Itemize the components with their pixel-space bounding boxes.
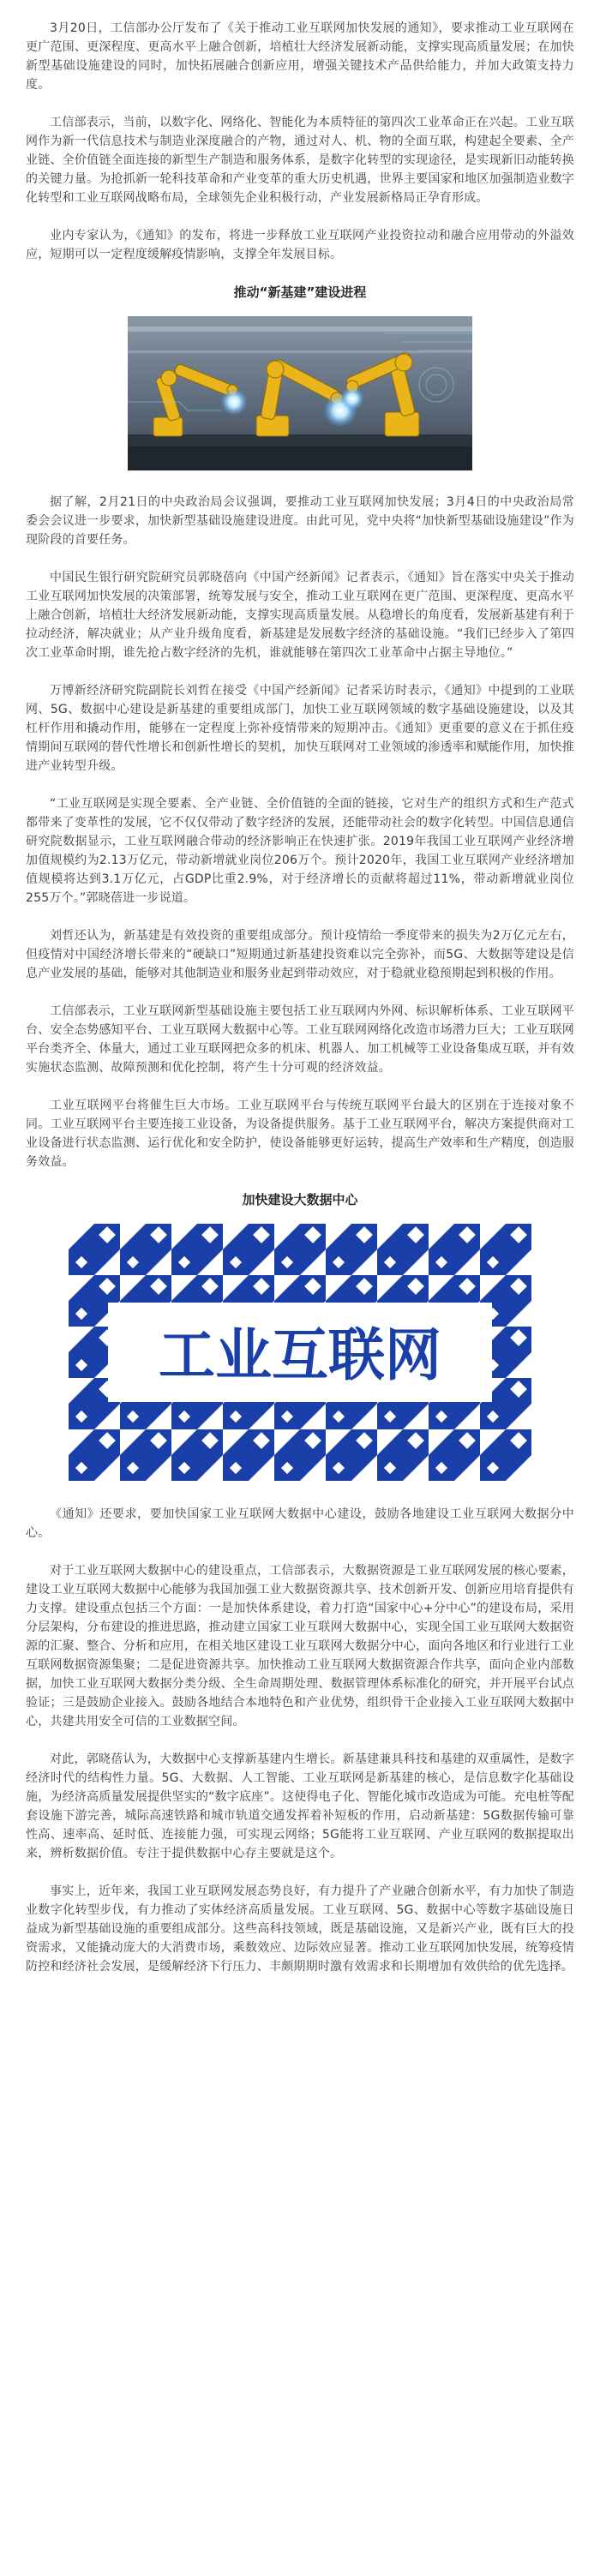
industrial-robots-image [128,316,472,470]
intro-paragraph: 3月20日，工信部办公厅发布了《关于推动工业互联网加快发展的通知》，要求推动工业互联网在更广范围、更深程度、更高水平上融合创新，培植壮大经济发展新动能，支撑实现高质量发展；在加快新型基础设施建设的同时，加快拓展融合创新应用，增强关键技术产品供给能力，并加大政策支持力度。 [26,21,574,92]
section1-paragraph: 工信部表示，工业互联网新型基础设施主要包括工业互联网内外网、标识解析体系、工业互联网平台、安全态势感知平台、工业互联网大数据中心等。工业互联网网络化改造市场潜力巨大；工业互联网平台类齐全、体量大，通过工业互联网把众多的机床、机器人、加工机械等工业设备集成互联，并有效实施状态监测、故障预测和优化控制，将产生十分可观的经济效益。 [26,1004,574,1075]
section1-paragraph: 万博新经济研究院副院长刘哲在接受《中国产经新闻》记者采访时表示，《通知》中提到的工业联网、5G、数据中心建设是新基建的重要组成部门，加快工业互联网领域的数字基础设施建设，以及其杠杆作用和撬动作用，能够在一定程度上弥补疫情带来的短期冲击。《通知》更重要的意义在于抓住疫情期间互联网的替代性增长和创新性增长的契机，加快互联网对工业领域的渗透率和赋能作用，加快推进产业转型升级。 [26,684,574,773]
section2-paragraph: 对于工业互联网大数据中心的建设重点，工信部表示，大数据资源是工业互联网发展的核心要素，建设工业互联网大数据中心能够为我国加强工业大数据资源共享、技术创新开发、创新应用培育提供有力支撑。建设重点包括三个方面：一是加快体系建设，着力打造“国家中心+分中心”的建设布局，采用分层架构，分布建设的推进思路，推动建立国家工业互联网大数据中心，实现全国工业互联网大数据资源的汇聚、整合、分析和应用，在相关地区建设工业互联网大数据分中心，面向各地区和行业进行工业互联网数据资源集聚；二是促进资源共享。加快推动工业互联网大数据资源合作共享，面向企业内部数据，加快工业互联网大数据分类分级、全生命周期处理、数据管理体系标准化的研究，并开展平台试点验证；三是鼓励企业接入。鼓励各地结合本地特色和产业优势，组织骨干企业接入工业互联网大数据中心，共建共用安全可信的工业数据空间。 [26,1564,574,1728]
intro-paragraph: 业内专家认为，《通知》的发布，将进一步释放工业互联网产业投资拉动和融合应用带动的外溢效应，短期可以一定程度缓解疫情影响，支撑全年发展目标。 [26,229,574,261]
industrial-internet-banner-image [69,1224,531,1481]
section1-paragraph: 刘哲还认为，新基建是有效投资的重要组成部分。预计疫情给一季度带来的损失为2万亿元左右，但疫情对中国经济增长带来的“硬缺口”短期通过新基建投资难以完全弥补，而5G、大数据等建设是信息产业发展的基础，能够对其他制造业和服务业起到带动效应，对于稳就业稳预期起到积极的作用。 [26,929,574,980]
section1-paragraph: “工业互联网是实现全要素、全产业链、全价值链的全面的链接，它对生产的组织方式和生产范式都带来了变革性的发展，它不仅仅带动了数字经济的发展，还能带动社会的数字化转型。中国信息通信研究院数据显示，工业互联网融合带动的经济影响正在快速扩张。2019年我国工业互联网产业经济增加值规模约为2.13万亿元，带动新增就业岗位206万个。预计2020年，我国工业互联网产业经济增加值规模将达到3.1万亿元，占GDP比重2.9%，对于经济增长的贡献将超过11%，带动新增就业岗位255万个。”郭晓蓓进一步说道。 [26,797,574,905]
intro-paragraph: 工信部表示，当前，以数字化、网络化、智能化为本质特征的第四次工业革命正在兴起。工业互联网作为新一代信息技术与制造业深度融合的产物，通过对人、机、物的全面互联，构建起全要素、全产业链、全价值链全面连接的新型生产制造和服务体系，是数字化转型的实现途径，是实现新旧动能转换的关键力量。为抢抓新一轮科技革命和产业变革的重大历史机遇，世界主要国家和地区加强制造业数字化转型和工业互联网战略布局，全球领先企业积极行动，产业发展新格局正孕育形成。 [26,116,574,205]
section2-paragraph: 对此，郭晓蓓认为，大数据中心支撑新基建内生增长。新基建兼具科技和基建的双重属性，是数字经济时代的结构性力量。5G、大数据、人工智能、工业互联网是新基建的核心，是信息数字化基础设施，为经济高质量发展提供坚实的“数字底座”。这使得电子化、智能化城市改造成为可能。充电桩等配套设施下游完善，城际高速铁路和城市轨道交通发挥着补短板的作用，启动新基建：5G数据传输可靠性高、速率高、延时低、连接能力强，可实现云网络；5G能将工业互联网、产业互联网的数据提取出来，辨析数据价值。专注于提供数据中心存主要就是这个。 [26,1752,574,1860]
section1-paragraph: 中国民生银行研究院研究员郭晓蓓向《中国产经新闻》记者表示，《通知》旨在落实中央关于推动工业互联网加快发展的决策部署，统筹发展与安全，推动工业互联网在更广范围、更深程度、更高水平上融合创新，培植壮大经济发展新动能，支撑实现高质量发展。从稳增长的角度看，发展新基建有利于拉动经济，解决就业；从产业升级角度看，新基建是发展数字经济的基础设施。“我们已经步入了第四次工业革命时期，谁先抢占数字经济的先机，谁就能够在第四次工业革命中占据主导地位。” [26,571,574,660]
section1-paragraph: 工业互联网平台将催生巨大市场。工业互联网平台与传统互联网平台最大的区别在于连接对象不同。工业互联网平台主要连接工业设备，为设备提供服务。基于工业互联网平台，解决方案提供商对工业设备进行状态监测、运行优化和安全防护，使设备能够更好运转，提高生产效率和生产精度，创造服务效益。 [26,1099,574,1169]
section2-paragraph: 《通知》还要求，要加快国家工业互联网大数据中心建设，鼓励各地建设工业互联网大数据分中心。 [26,1507,574,1540]
section-heading-new-infrastructure: 推动“新基建”建设进程 [233,285,367,300]
banner-title: 工业互联网 [159,1322,441,1388]
section1-paragraph: 据了解，2月21日的中央政治局会议强调，要推动工业互联网加快发展；3月4日的中央政治局常委会会议进一步要求，加快新型基础设施建设进度。由此可见，党中央将“加快新型基础设施建设”作为现阶段的首要任务。 [26,495,574,547]
section-heading-big-data-center: 加快建设大数据中心 [242,1192,358,1207]
section2-paragraph: 事实上，近年来，我国工业互联网发展态势良好，有力提升了产业融合创新水平，有力加快了制造业数字化转型步伐，有力推动了实体经济高质量发展。工业互联网、5G、数据中心等数字基础设施日益成为新型基础设施的重要组成部分。这些高科技领域，既是基础设施，又是新兴产业，既有巨大的投资需求，又能撬动庞大的大消费市场，乘数效应、边际效应显著。推动工业互联网加快发展，统筹疫情防控和经济社会发展，是缓解经济下行压力、丰颇期期时激有效需求和长期增加有效供给的优先选择。 [26,1884,574,1974]
